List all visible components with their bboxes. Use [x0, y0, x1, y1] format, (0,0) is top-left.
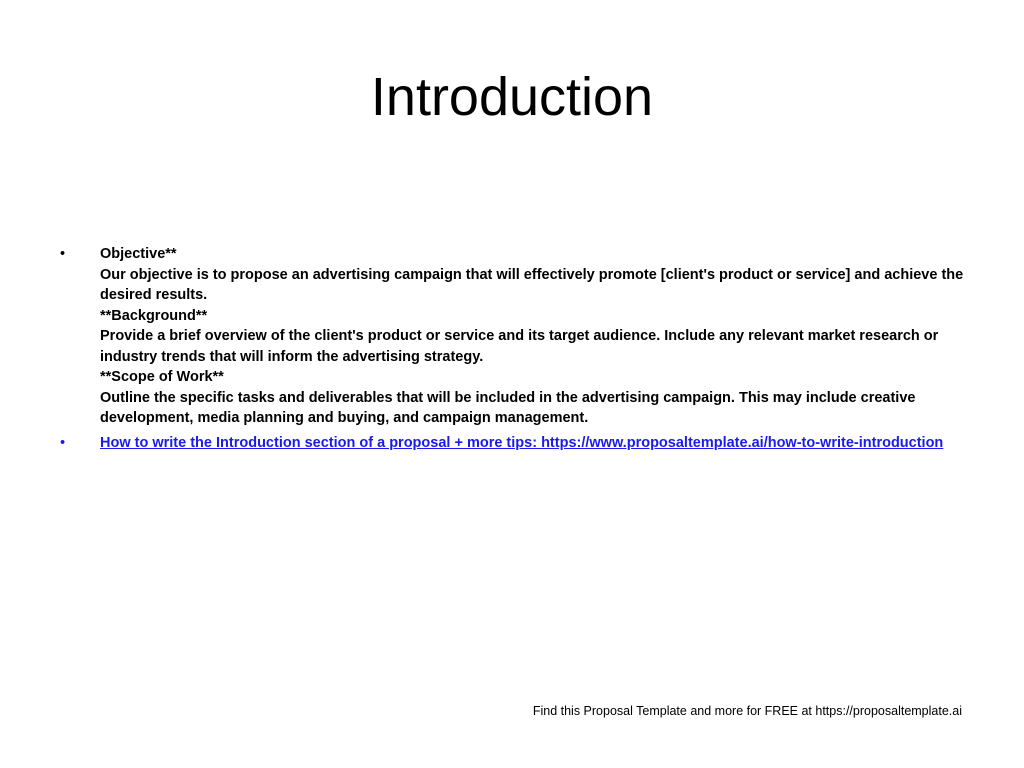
bullet-icon: • [60, 246, 66, 262]
footer-note: Find this Proposal Template and more for FREE at https://proposaltemplate.ai [532, 704, 962, 718]
scope-text: Outline the specific tasks and deliverables that will be included in the advertising campaign. This may include creative development, media planning and buying, and campaign management. [100, 389, 916, 426]
proposal-tips-link[interactable]: How to write the Introduction section of a proposal + more tips: https://www.proposaltemplate.ai/how-to-write-introduction [100, 434, 944, 451]
bullet-icon: • [60, 434, 66, 451]
slide-title: Introduction [370, 67, 654, 127]
list-item [60, 433, 970, 454]
background-heading: **Background** [100, 307, 208, 324]
objective-heading: Objective** [100, 246, 177, 262]
bullet-list [60, 244, 970, 457]
scope-heading: **Scope of Work** [100, 369, 224, 385]
list-item [60, 244, 970, 429]
background-text: Provide a brief overview of the client's product or service and its target audience. Include any relevant market research or industry trends that will inform the advertising strategy. [100, 328, 939, 365]
objective-text: Our objective is to propose an advertising campaign that will effectively promote [client's product or service] and achieve the desired results. [100, 266, 964, 303]
